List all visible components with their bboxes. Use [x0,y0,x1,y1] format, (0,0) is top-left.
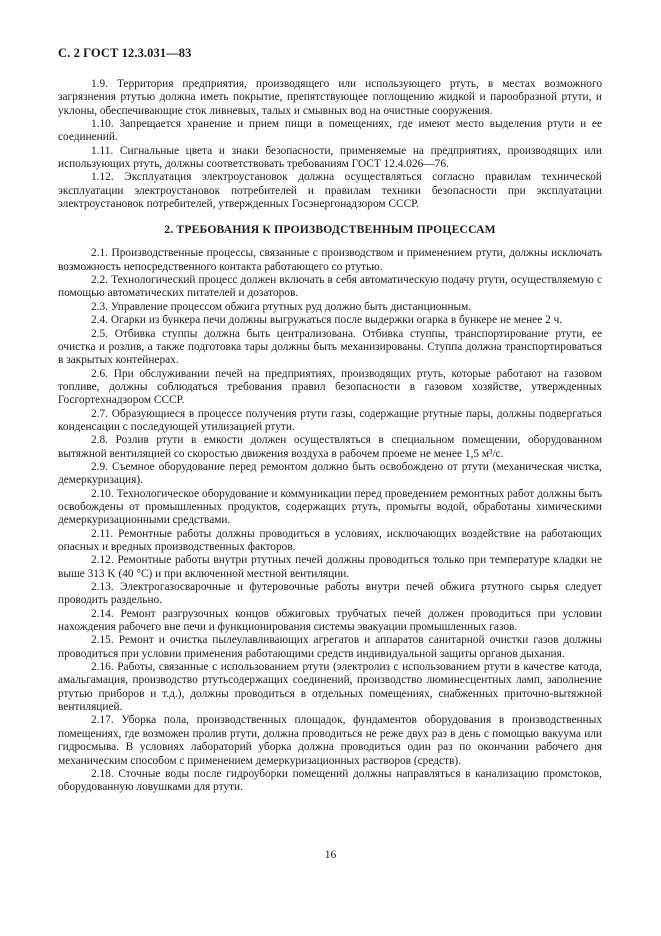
paragraph-2-2: 2.2. Технологический процесс должен включать в себя автоматическую подачу ртути, осуществляемую с помощью автоматических питателей и дозаторов. [58,274,602,300]
paragraph-2-9: 2.9. Съемное оборудование перед ремонтом должно быть освобождено от ртути (механическая чистка, демеркуризация). [58,460,602,487]
paragraph-2-10: 2.10. Технологическое оборудование и коммуникации перед проведением ремонтных работ должны быть освобождены от промышленных продуктов, содержащих ртуть, промыты водой, обработаны химическими демеркуризационными средствами. [58,487,602,527]
paragraph-2-8: 2.8. Розлив ртути в емкости должен осуществляться в специальном помещении, оборудованном вытяжной вентиляцией со скоростью движения воздуха в рабочем проеме не менее 1,5 м³/с. [58,434,602,460]
paragraph-2-11: 2.11. Ремонтные работы должны проводиться в условиях, исключающих воздействие на работающих опасных и вредных производственных факторов. [58,527,602,553]
paragraph-2-4: 2.4. Огарки из бункера печи должны выгружаться после выдержки огарка в бункере не менее 2 ч. [91,314,563,327]
paragraph-2-15: 2.15. Ремонт и очистка пылеулавливающих агрегатов и аппаратов санитарной очистки газов должны проводиться при условии применения работающими средств индивидуальной защиты органов дыхания. [58,634,602,660]
paragraph-2-16: 2.16. Работы, связанные с использованием ртути (электролиз с использованием ртути в качестве катода, амальгамация, производство ртутьсодержащих соединений, производство люминесцентных ламп, заполнение ртутью приборов и т.д.), должны проводиться в отдельных помещениях, снабженных приточно-вытяжной вентиляцией. [58,661,602,714]
paragraph-2-12: 2.12. Ремонтные работы внутри ртутных печей должны проводиться только при температуре кладки не выше 313 K (40 °C) и при включенной местной вентиляции. [58,554,602,580]
paragraph-1-11: 1.11. Сигнальные цвета и знаки безопасности, применяемые на предприятиях, производящих или использующих ртуть, должны соответствовать требованиям ГОСТ 12.4.026—76. [58,144,602,171]
paragraph-2-5: 2.5. Отбивка ступпы должна быть централизована. Отбивка ступпы, транспортирование ртути, ее очистка и розлив, а также подготовка тары должны быть механизированы. Ступпа должна транспортироваться в закрытых контейнерах. [58,327,602,367]
paragraph-1-9: 1.9. Территория предприятия, производящего или использующего ртуть, в местах возможного загрязнения ртутью должна иметь покрытие, препятствующее поглощению жидкой и парообразной ртути, и уклоны, обеспечивающие сток ливневых, талых и смывных вод на очистные сооружения. [58,78,602,117]
paragraph-1-12: 1.12. Эксплуатация электроустановок должна осуществляться согласно правилам технической эксплуатации электроустановок потребителей и правилам техники безопасности при эксплуатации электроустановок потребителей, утвержденных Госэнергонадзором СССР. [58,171,602,211]
paragraph-1-10: 1.10. Запрещается хранение и прием пищи в помещениях, где имеют место выделения ртути и ее соединений. [58,118,602,144]
paragraph-2-3: 2.3. Управление процессом обжига ртутных руд должно быть дистанционным. [91,300,472,313]
page-number: 16 [324,849,337,861]
paragraph-2-7: 2.7. Образующиеся в процессе получения ртути газы, содержащие ртутные пары, должны подвергаться конденсации с последующей утилизацией ртути. [58,407,602,433]
paragraph-2-14: 2.14. Ремонт разгрузочных концов обжиговых трубчатых печей должен проводиться при условии нахождения рабочего вне печи и функционирования системы эвакуации промышленных газов. [58,607,602,634]
paragraph-2-6: 2.6. При обслуживании печей на предприятиях, производящих ртуть, которые работают на газовом топливе, должны соблюдаться требования правил безопасности в газовом хозяйстве, утвержденных Госгортехнадзором СССР. [58,367,602,407]
section-title: 2. ТРЕБОВАНИЯ К ПРОИЗВОДСТВЕННЫМ ПРОЦЕССАМ [164,223,496,237]
paragraph-2-1: 2.1. Производственные процессы, связанные с производством и применением ртути, должны исключать возможность непосредственного контакта работающего со ртутью. [58,247,602,273]
paragraph-2-17: 2.17. Уборка пола, производственных площадок, фундаментов оборудования в производственных помещениях, где возможен пролив ртути, должна проводиться не реже двух раз в день с помощью вакуума или гидросмыва. В условиях лабораторий уборка должна проводиться один раз по окончании рабочего дня механическим способом с применением демеркуризационных растворов (средств). [58,714,602,767]
paragraph-2-18: 2.18. Сточные воды после гидроуборки помещений должны направляться в канализацию промстоков, оборудованную ловушками для ртути. [58,767,602,794]
running-header: С. 2 ГОСТ 12.3.031—83 [58,46,192,60]
document-body [58,78,602,795]
paragraph-2-13: 2.13. Электрогазосварочные и футеровочные работы внутри печей обжига ртутного сырья следует проводить раздельно. [58,581,602,607]
